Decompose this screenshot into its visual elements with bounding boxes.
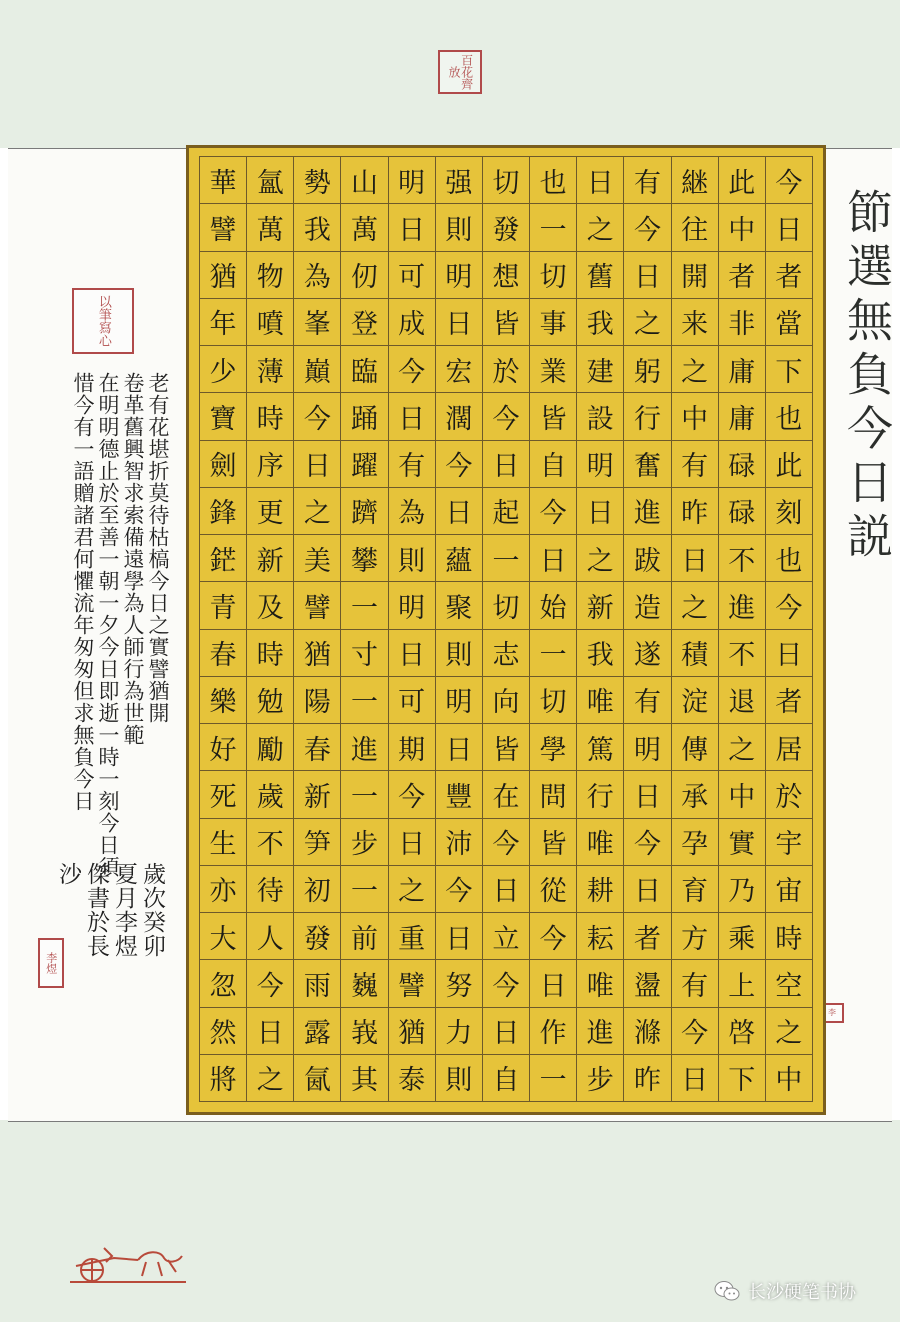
grid-character: 承: [672, 771, 718, 818]
grid-character: 明: [577, 441, 623, 488]
grid-character: 皆: [530, 819, 576, 866]
grid-character: 當: [766, 299, 812, 346]
grid-character: 切: [483, 157, 529, 204]
grid-character: 其: [341, 1055, 387, 1102]
grid-character: 山: [341, 157, 387, 204]
grid-character: 豐: [436, 771, 482, 818]
grid-character: 之: [294, 488, 340, 535]
grid-character: 日: [436, 724, 482, 771]
grid-character: 耘: [577, 913, 623, 960]
grid-character: 日: [483, 866, 529, 913]
grid-character: 寸: [341, 630, 387, 677]
grid-character: 淀: [672, 677, 718, 724]
grid-character: 一: [530, 1055, 576, 1102]
grid-character: 時: [247, 393, 293, 440]
grid-character: 今: [530, 488, 576, 535]
grid-character: 問: [530, 771, 576, 818]
grid-character: 我: [577, 630, 623, 677]
grid-character: 待: [247, 866, 293, 913]
grid-character: 猶: [294, 630, 340, 677]
grid-character: 為: [294, 252, 340, 299]
grid-character: 日: [483, 441, 529, 488]
grid-character: 日: [766, 204, 812, 251]
grid-character: 一: [530, 204, 576, 251]
grid-character: 今: [389, 346, 435, 393]
grid-character: 起: [483, 488, 529, 535]
grid-character: 有: [389, 441, 435, 488]
grid-character: 空: [766, 960, 812, 1007]
grid-character: 不: [719, 535, 765, 582]
watermark-text: 长沙硬笔书协: [748, 1282, 856, 1303]
grid-character: 有: [624, 157, 670, 204]
grid-character: 一: [341, 582, 387, 629]
grid-character: 一: [341, 771, 387, 818]
grid-character: 有: [624, 677, 670, 724]
grid-character: 前: [341, 913, 387, 960]
grid-character: 更: [247, 488, 293, 535]
grid-character: 今: [483, 819, 529, 866]
postscript-line: 惜今有一語贈諸君何懼流年匆匆但求無負今日: [71, 372, 95, 812]
grid-character: 薄: [247, 346, 293, 393]
postscript-line: 老有花堪折莫待枯槁今日之實譬猶開: [146, 372, 170, 724]
grid-character: 宙: [766, 866, 812, 913]
character-grid: [199, 156, 813, 1102]
grid-character: 則: [436, 204, 482, 251]
grid-character: 初: [294, 866, 340, 913]
grid-character: 萬: [247, 204, 293, 251]
grid-character: 庸: [719, 393, 765, 440]
grid-character: 實: [719, 819, 765, 866]
grid-character: 我: [294, 204, 340, 251]
grid-character: 也: [766, 393, 812, 440]
grid-character: 也: [766, 535, 812, 582]
grid-character: 可: [389, 252, 435, 299]
signature-line: 沙: [55, 862, 81, 886]
grid-character: 峩: [341, 1008, 387, 1055]
grid-character: 此: [766, 441, 812, 488]
grid-character: 舊: [577, 252, 623, 299]
grid-character: 少: [200, 346, 246, 393]
signature-line: 歲次癸卯: [139, 862, 165, 958]
grid-character: 今: [436, 866, 482, 913]
grid-character: 之: [389, 866, 435, 913]
grid-character: 一: [341, 866, 387, 913]
grid-character: 建: [577, 346, 623, 393]
grid-column: [530, 157, 577, 1102]
grid-character: 勢: [294, 157, 340, 204]
grid-character: 日: [672, 1055, 718, 1102]
grid-character: 日: [436, 299, 482, 346]
grid-character: 傳: [672, 724, 718, 771]
grid-character: 皆: [483, 299, 529, 346]
grid-character: 開: [672, 252, 718, 299]
grid-character: 進: [341, 724, 387, 771]
grid-character: 滌: [624, 1008, 670, 1055]
grid-character: 継: [672, 157, 718, 204]
grid-character: 之: [624, 299, 670, 346]
grid-character: 日: [577, 157, 623, 204]
grid-character: 則: [436, 1055, 482, 1102]
grid-character: 之: [672, 582, 718, 629]
signature-line: 傑書於長: [83, 862, 109, 958]
grid-character: 譬: [294, 582, 340, 629]
grid-character: 有: [672, 441, 718, 488]
grid-character: 啓: [719, 1008, 765, 1055]
grid-corner-seal: 李: [820, 1003, 844, 1023]
postscript-line: 在明明德止於至善一朝一夕今日即逝一時一刻今日須: [96, 372, 120, 878]
grid-character: 中: [672, 393, 718, 440]
grid-character: 想: [483, 252, 529, 299]
grid-character: 新: [247, 535, 293, 582]
grid-character: 重: [389, 913, 435, 960]
grid-character: 今: [672, 1008, 718, 1055]
grid-character: 今: [766, 582, 812, 629]
grid-character: 皆: [530, 393, 576, 440]
grid-character: 人: [247, 913, 293, 960]
grid-character: 峯: [294, 299, 340, 346]
postscript-inscription: [44, 372, 170, 942]
grid-character: 皆: [483, 724, 529, 771]
grid-character: 笋: [294, 819, 340, 866]
grid-character: 碌: [719, 488, 765, 535]
grid-character: 劍: [200, 441, 246, 488]
grid-character: 日: [624, 771, 670, 818]
grid-character: 遂: [624, 630, 670, 677]
grid-character: 臨: [341, 346, 387, 393]
grid-character: 者: [719, 252, 765, 299]
grid-character: 日: [294, 441, 340, 488]
grid-character: 氳: [247, 157, 293, 204]
grid-character: 唯: [577, 819, 623, 866]
grid-character: 時: [247, 630, 293, 677]
grid-character: 將: [200, 1055, 246, 1102]
grid-character: 寶: [200, 393, 246, 440]
grid-character: 仞: [341, 252, 387, 299]
grid-character: 於: [766, 771, 812, 818]
grid-character: 者: [766, 252, 812, 299]
grid-character: 事: [530, 299, 576, 346]
grid-character: 中: [719, 204, 765, 251]
grid-character: 日: [247, 1008, 293, 1055]
grid-character: 春: [200, 630, 246, 677]
grid-character: 今: [766, 157, 812, 204]
grid-character: 亦: [200, 866, 246, 913]
grid-character: 然: [200, 1008, 246, 1055]
grid-character: 在: [483, 771, 529, 818]
grid-character: 日: [530, 960, 576, 1007]
grid-character: 之: [719, 724, 765, 771]
grid-column: [483, 157, 530, 1102]
grid-character: 躬: [624, 346, 670, 393]
grid-column: [672, 157, 719, 1102]
grid-character: 盪: [624, 960, 670, 1007]
grid-character: 猶: [389, 1008, 435, 1055]
grid-character: 樂: [200, 677, 246, 724]
grid-character: 往: [672, 204, 718, 251]
grid-character: 庸: [719, 346, 765, 393]
chariot-emblem-icon: [68, 1236, 188, 1284]
grid-character: 之: [672, 346, 718, 393]
grid-character: 向: [483, 677, 529, 724]
grid-character: 躍: [341, 441, 387, 488]
grid-character: 物: [247, 252, 293, 299]
grid-character: 者: [766, 677, 812, 724]
grid-character: 者: [624, 913, 670, 960]
grid-character: 歲: [247, 771, 293, 818]
grid-character: 昨: [624, 1055, 670, 1102]
grid-character: 作: [530, 1008, 576, 1055]
signature-seal: 李煜: [38, 938, 64, 988]
grid-character: 昨: [672, 488, 718, 535]
grid-character: 自: [530, 441, 576, 488]
grid-character: 生: [200, 819, 246, 866]
grid-character: 日: [530, 535, 576, 582]
grid-character: 宇: [766, 819, 812, 866]
grid-character: 之: [577, 204, 623, 251]
grid-column: [766, 157, 813, 1102]
grid-character: 日: [389, 393, 435, 440]
grid-character: 非: [719, 299, 765, 346]
grid-character: 華: [200, 157, 246, 204]
grid-character: 日: [672, 535, 718, 582]
grid-character: 宏: [436, 346, 482, 393]
grid-character: 中: [719, 771, 765, 818]
grid-character: 沛: [436, 819, 482, 866]
grid-character: 則: [436, 630, 482, 677]
grid-character: 為: [389, 488, 435, 535]
grid-character: 之: [766, 1008, 812, 1055]
grid-column: [200, 157, 247, 1102]
grid-column: [341, 157, 388, 1102]
grid-character: 噴: [247, 299, 293, 346]
grid-column: [436, 157, 483, 1102]
grid-character: 露: [294, 1008, 340, 1055]
top-seal: 百花齊放: [438, 50, 482, 94]
grid-character: 唯: [577, 677, 623, 724]
grid-character: 跋: [624, 535, 670, 582]
grid-character: 春: [294, 724, 340, 771]
grid-character: 踊: [341, 393, 387, 440]
grid-character: 今: [483, 960, 529, 1007]
grid-character: 乃: [719, 866, 765, 913]
grid-character: 此: [719, 157, 765, 204]
grid-character: 造: [624, 582, 670, 629]
grid-character: 學: [530, 724, 576, 771]
grid-character: 鋩: [200, 535, 246, 582]
grid-character: 可: [389, 677, 435, 724]
grid-character: 設: [577, 393, 623, 440]
grid-character: 奮: [624, 441, 670, 488]
grid-character: 期: [389, 724, 435, 771]
grid-character: 青: [200, 582, 246, 629]
signature-line: 夏月李煜: [111, 862, 137, 958]
watermark: [714, 1277, 856, 1305]
grid-character: 及: [247, 582, 293, 629]
grid-character: 雨: [294, 960, 340, 1007]
grid-character: 陽: [294, 677, 340, 724]
grid-character: 於: [483, 346, 529, 393]
grid-character: 始: [530, 582, 576, 629]
grid-character: 不: [247, 819, 293, 866]
grid-character: 强: [436, 157, 482, 204]
grid-character: 日: [436, 488, 482, 535]
grid-character: 大: [200, 913, 246, 960]
grid-character: 時: [766, 913, 812, 960]
grid-character: 今: [530, 913, 576, 960]
grid-column: [247, 157, 294, 1102]
grid-character: 日: [624, 866, 670, 913]
grid-character: 譬: [200, 204, 246, 251]
grid-character: 之: [577, 535, 623, 582]
grid-character: 上: [719, 960, 765, 1007]
grid-character: 切: [483, 582, 529, 629]
grid-character: 刻: [766, 488, 812, 535]
grid-character: 孕: [672, 819, 718, 866]
grid-character: 日: [577, 488, 623, 535]
grid-character: 攀: [341, 535, 387, 582]
grid-column: [624, 157, 671, 1102]
grid-character: 明: [436, 252, 482, 299]
grid-character: 從: [530, 866, 576, 913]
grid-character: 譬: [389, 960, 435, 1007]
grid-character: 積: [672, 630, 718, 677]
grid-character: 巔: [294, 346, 340, 393]
grid-character: 死: [200, 771, 246, 818]
grid-character: 切: [530, 252, 576, 299]
grid-character: 不: [719, 630, 765, 677]
grid-character: 自: [483, 1055, 529, 1102]
grid-character: 今: [483, 393, 529, 440]
grid-character: 新: [577, 582, 623, 629]
grid-character: 好: [200, 724, 246, 771]
grid-column: [577, 157, 624, 1102]
grid-character: 氤: [294, 1055, 340, 1102]
grid-character: 也: [530, 157, 576, 204]
grid-character: 下: [766, 346, 812, 393]
grid-character: 進: [624, 488, 670, 535]
grid-character: 勉: [247, 677, 293, 724]
work-title: 節選無負今日説: [840, 188, 894, 566]
grid-character: 發: [483, 204, 529, 251]
grid-column: [389, 157, 436, 1102]
grid-character: 日: [436, 913, 482, 960]
grid-character: 行: [577, 771, 623, 818]
postscript-line: 卷革舊興智求索備遠學為人師行為世範: [121, 372, 145, 746]
grid-character: 志: [483, 630, 529, 677]
grid-character: 日: [624, 252, 670, 299]
grid-character: 鋒: [200, 488, 246, 535]
grid-character: 明: [624, 724, 670, 771]
grid-character: 成: [389, 299, 435, 346]
grid-character: 泰: [389, 1055, 435, 1102]
grid-character: 步: [577, 1055, 623, 1102]
grid-character: 發: [294, 913, 340, 960]
grid-character: 進: [577, 1008, 623, 1055]
grid-character: 勵: [247, 724, 293, 771]
grid-character: 進: [719, 582, 765, 629]
grid-column: [294, 157, 341, 1102]
grid-character: 明: [389, 157, 435, 204]
grid-character: 明: [389, 582, 435, 629]
grid-character: 方: [672, 913, 718, 960]
signature-inscription: [55, 862, 166, 1042]
grid-character: 蘊: [436, 535, 482, 582]
grid-character: 聚: [436, 582, 482, 629]
grid-character: 新: [294, 771, 340, 818]
grid-character: 濶: [436, 393, 482, 440]
grid-character: 萬: [341, 204, 387, 251]
grid-character: 今: [436, 441, 482, 488]
grid-character: 步: [341, 819, 387, 866]
grid-character: 今: [294, 393, 340, 440]
grid-character: 日: [389, 204, 435, 251]
grid-character: 碌: [719, 441, 765, 488]
grid-character: 乘: [719, 913, 765, 960]
grid-character: 今: [624, 819, 670, 866]
grid-character: 年: [200, 299, 246, 346]
grid-character: 耕: [577, 866, 623, 913]
grid-character: 日: [483, 1008, 529, 1055]
grid-character: 業: [530, 346, 576, 393]
grid-character: 今: [624, 204, 670, 251]
grid-column: [719, 157, 766, 1102]
grid-character: 努: [436, 960, 482, 1007]
grid-character: 中: [766, 1055, 812, 1102]
grid-character: 巍: [341, 960, 387, 1007]
grid-character: 有: [672, 960, 718, 1007]
yellow-grid-panel: [186, 145, 826, 1115]
grid-character: 一: [483, 535, 529, 582]
grid-character: 明: [436, 677, 482, 724]
grid-character: 則: [389, 535, 435, 582]
grid-character: 切: [530, 677, 576, 724]
grid-character: 忽: [200, 960, 246, 1007]
wechat-icon: [714, 1280, 740, 1302]
grid-character: 育: [672, 866, 718, 913]
grid-character: 退: [719, 677, 765, 724]
grid-character: 今: [247, 960, 293, 1007]
grid-character: 登: [341, 299, 387, 346]
grid-character: 美: [294, 535, 340, 582]
grid-character: 一: [530, 630, 576, 677]
grid-character: 猶: [200, 252, 246, 299]
grid-character: 序: [247, 441, 293, 488]
grid-character: 日: [766, 630, 812, 677]
grid-character: 篤: [577, 724, 623, 771]
grid-character: 躋: [341, 488, 387, 535]
grid-character: 行: [624, 393, 670, 440]
grid-character: 之: [247, 1055, 293, 1102]
grid-character: 今: [389, 771, 435, 818]
grid-character: 日: [389, 630, 435, 677]
grid-character: 来: [672, 299, 718, 346]
grid-character: 力: [436, 1008, 482, 1055]
grid-character: 一: [341, 677, 387, 724]
grid-character: 唯: [577, 960, 623, 1007]
grid-character: 日: [389, 819, 435, 866]
grid-character: 居: [766, 724, 812, 771]
grid-character: 下: [719, 1055, 765, 1102]
grid-character: 立: [483, 913, 529, 960]
leisure-seal: 以筆寫心: [72, 288, 134, 354]
grid-character: 我: [577, 299, 623, 346]
